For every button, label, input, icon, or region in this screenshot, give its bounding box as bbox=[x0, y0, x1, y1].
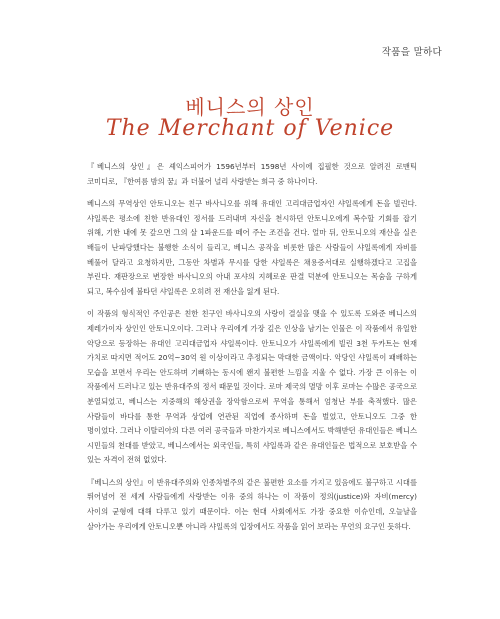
paragraph-analysis: 이 작품의 형식적인 주인공은 친한 친구인 바사니오의 사랑이 결실을 맺을 수 있도록 도와준 베니스의 제레가이자 상인인 안토니오이다. 그러나 우리에게 가장 깊은 인상을 남기는 인물은 이 작품에서 유일한 악당으로 등장하는 유대인 고리대금업자 샤일록이다. 안토니오가 샤일록에게 빌린 3천 두카트는 현재 가치로 따지면 적어도 20억~30억 원 이상이라고 추정되는 막대한 금액이다. 악당인 샤일록이 패배하는 모습을 보면서 우리는 안도하며 기뻐하는 동시에 왠지 불편한 느낌을 지울 수 없다. 가장 큰 이유는 이 작품에서 드러나고 있는 반유대주의 정서 때문일 것이다. 로마 제국의 멸망 이후 로마는 수많은 공국으로 분열되었고, 베니스는 지중해의 해상권을 장악함으로써 무역을 통해서 엄청난 부를 축적했다. 많은 사람들이 바다를 통한 무역과 상업에 연관된 직업에 종사하며 돈을 벌었고, 안토니오도 그중 한 명이었다. 그러나 이탈리아의 다른 여러 공국들과 마찬가지로 베니스에서도 박해받던 유대인들은 베니스 시민들의 천대를 받았고, 베니스에서는 외국인들, 특히 샤일록과 같은 유대인들은 법적으로 보호받을 수 있는 자격이 전혀 없었다. bbox=[87, 309, 417, 465]
paragraph-conclusion: 『베니스의 상인』이 반유대주의와 인종차별주의 같은 불편한 요소를 가지고 있음에도 불구하고 시대를 뛰어넘어 전 세계 사람들에게 사랑받는 이유 중의 하나는 이 작품이 정의(justice)와 자비(mercy) 사이의 균형에 대해 다루고 있기 때문이다. 이는 현대 사회에서도 가장 중요한 이슈인데, 오늘날을 살아가는 우리에게 안토니오뿐 아니라 샤일록의 입장에서도 작품을 읽어 보라는 무언의 요구인 듯하다. bbox=[87, 477, 417, 531]
title-korean: 베니스의 상인 bbox=[185, 95, 315, 119]
paragraph-intro: 『베니스의 상인』은 셰익스피어가 1596년부터 1598년 사이에 집필한 것으로 알려진 로맨틱 코미디로, 『한여름 밤의 꿈』과 더불어 널리 사랑받는 희극 중 하나이다. bbox=[87, 162, 417, 186]
section-header-label: 작품을 말하다 bbox=[381, 47, 442, 58]
body-text bbox=[87, 160, 417, 542]
paragraph-plot: 베니스의 무역상인 안토니오는 친구 바사니오를 위해 유대인 고리대금업자인 샤일록에게 돈을 빌린다. 샤일록은 평소에 친한 반유대인 정서를 드러내며 자신을 천시하던 안토니오에게 복수할 기회를 잡기 위해, 기한 내에 못 갚으면 그의 살 1파운드를 떼어 주는 조건을 건다. 얼마 뒤, 안토니오의 재산을 실은 배들이 난파당했다는 불행한 소식이 들리고, 베니스 공작을 비롯한 많은 사람들이 샤일록에게 자비를 베풀어 달라고 요청하지만, 그동안 차별과 무시를 당한 샤일록은 채용증서대로 실행하겠다고 고집을 부린다. 재판장으로 변장한 바사니오의 아내 포샤의 지혜로운 판결 덕분에 안토니오는 목숨을 구하게 되고, 복수심에 불타던 샤일록은 오히려 전 재산을 잃게 된다. bbox=[87, 199, 417, 296]
title-english: The Merchant of Venice bbox=[105, 116, 395, 141]
